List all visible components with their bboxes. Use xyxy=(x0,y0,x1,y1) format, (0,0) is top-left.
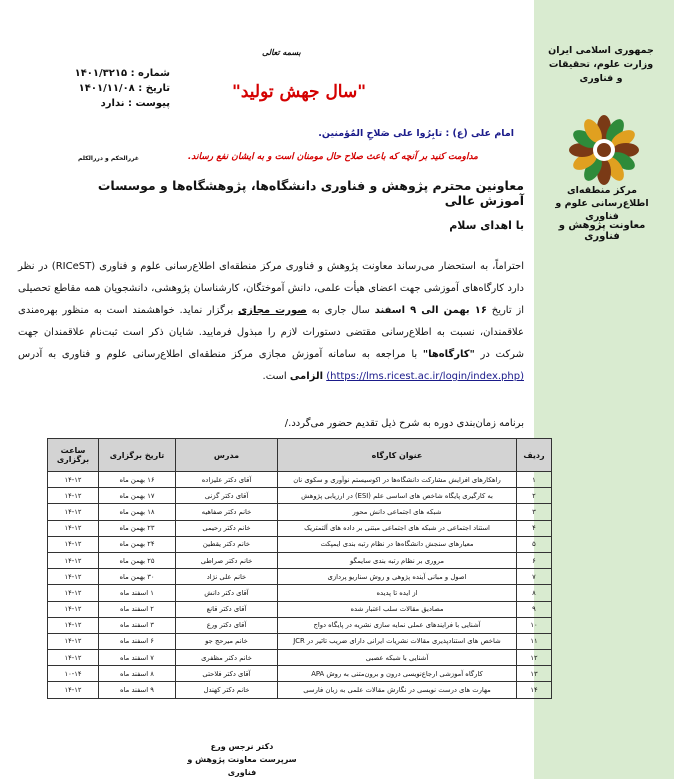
table-row xyxy=(48,569,552,585)
table-cell: ۱۸ بهمن ماه xyxy=(99,504,176,520)
bismillah: بسمه تعالی xyxy=(262,48,301,57)
ministry-name: وزارت علوم، تحقیقات و فناوری xyxy=(548,59,654,84)
table-cell: به کارگیری پایگاه شاخص های اساسی علم (ESI) در ارزیابی پژوهش xyxy=(278,488,517,504)
table-cell: ۲ xyxy=(517,488,552,504)
table-cell: خانم دکتر صفاهیه xyxy=(176,504,278,520)
table-cell: شاخص های استنادپذیری مقالات نشریات ایرانی دارای ضریب تاثیر در JCR xyxy=(278,633,517,649)
table-row xyxy=(48,682,552,698)
table-cell: ۱۴ xyxy=(517,682,552,698)
table-cell: آشنایی با شبکه عصبی xyxy=(278,650,517,666)
table-cell: خانم دکتر رحیمی xyxy=(176,520,278,536)
year-slogan: "سال جهش تولید" xyxy=(232,82,367,102)
table-cell: کارگاه آموزشی ارجاع‌نویسی درون و برون‌متنی به روش APA xyxy=(278,666,517,682)
table-cell: خانم دکتر کهندل xyxy=(176,682,278,698)
table-cell: ۲۳ بهمن ماه xyxy=(99,520,176,536)
table-cell: ۲۵ بهمن ماه xyxy=(99,552,176,568)
table-cell: ۲۴ بهمن ماه xyxy=(99,536,176,552)
table-cell: ۱۴-۱۲ xyxy=(48,633,99,649)
table-header-row xyxy=(48,439,552,472)
table-cell: ۹ xyxy=(517,601,552,617)
hadith-quote: امام علی (ع) : تابِرُوا علی صَلاحِ المُؤمنین. xyxy=(318,128,514,139)
table-cell: ۳ اسفند ماه xyxy=(99,617,176,633)
col-header-date: تاریخ برگزاری xyxy=(99,439,176,472)
table-cell: استناد اجتماعی در شبکه های اجتماعی مبتنی بر داده های آلتمتریک xyxy=(278,520,517,536)
table-cell: ۸ xyxy=(517,585,552,601)
table-cell: ۴ xyxy=(517,520,552,536)
table-cell: ۱ xyxy=(517,472,552,488)
table-cell: ۱۴-۱۲ xyxy=(48,488,99,504)
table-row xyxy=(48,633,552,649)
table-cell: ۵ xyxy=(517,536,552,552)
table-cell: ۱۲ xyxy=(517,650,552,666)
table-row xyxy=(48,520,552,536)
program-intro: برنامه زمان‌بندی دوره به شرح ذیل تقدیم حضور می‌گردد./ xyxy=(284,418,524,429)
table-cell: ۱۴-۱۲ xyxy=(48,682,99,698)
col-header-row: ردیف xyxy=(517,439,552,472)
letterhead-sidebar xyxy=(534,0,674,779)
table-cell: ۱۴-۱۲ xyxy=(48,617,99,633)
table-cell: ۱۳ xyxy=(517,666,552,682)
table-cell: ۹ اسفند ماه xyxy=(99,682,176,698)
ricest-logo-icon xyxy=(566,112,642,188)
table-cell: آشنایی با فرایندهای عملی نمایه سازی نشریه در پایگاه دواج xyxy=(278,617,517,633)
table-row xyxy=(48,601,552,617)
table-cell: ۸ اسفند ماه xyxy=(99,666,176,682)
table-cell: ۱۴-۱۲ xyxy=(48,520,99,536)
table-cell: مروری بر نظام رتبه بندی سایمگو xyxy=(278,552,517,568)
table-cell: آقای دکتر ورع xyxy=(176,617,278,633)
table-cell: ۶ اسفند ماه xyxy=(99,633,176,649)
signatory-title: سرپرست معاونت پژوهش و فناوری xyxy=(187,755,297,777)
country-name: جمهوری اسلامی ایران xyxy=(548,45,654,56)
lms-link[interactable]: (https://lms.ricest.ac.ir/login/index.php) xyxy=(326,371,524,382)
table-cell: ۱۱ xyxy=(517,633,552,649)
table-cell: ۳۰ بهمن ماه xyxy=(99,569,176,585)
table-row xyxy=(48,666,552,682)
table-cell: ۱۴-۱۲ xyxy=(48,585,99,601)
table-cell: ۱۷ بهمن ماه xyxy=(99,488,176,504)
signatory-name: دکتر نرجس ورع xyxy=(210,742,274,751)
letter-meta xyxy=(60,66,170,111)
table-row xyxy=(48,488,552,504)
table-cell: ۱۴-۱۲ xyxy=(48,552,99,568)
table-cell: آقای دکتر گزنی xyxy=(176,488,278,504)
table-cell: ۱۰ xyxy=(517,617,552,633)
table-row xyxy=(48,552,552,568)
table-cell: ۱۴-۱۲ xyxy=(48,650,99,666)
table-row xyxy=(48,617,552,633)
signature-block xyxy=(172,740,312,779)
table-cell: از ایده تا پدیده xyxy=(278,585,517,601)
table-cell: مصادیق مقالات سلب اعتبار شده xyxy=(278,601,517,617)
table-cell: خانم علی نژاد xyxy=(176,569,278,585)
table-cell: ۳ xyxy=(517,504,552,520)
table-row xyxy=(48,504,552,520)
table-cell: ۱۴-۱۲ xyxy=(48,472,99,488)
table-cell: ۱۴-۱۲ xyxy=(48,569,99,585)
letter-attachment: پیوست : ندارد xyxy=(100,98,170,109)
table-cell: ۱۴-۱۲ xyxy=(48,536,99,552)
table-cell: ۶ xyxy=(517,552,552,568)
table-cell: ۱ اسفند ماه xyxy=(99,585,176,601)
workshop-schedule-table xyxy=(47,438,552,699)
table-cell: ۱۶ بهمن ماه xyxy=(99,472,176,488)
table-row xyxy=(48,472,552,488)
table-cell: آقای دکتر علیزاده xyxy=(176,472,278,488)
greeting: با اهدای سلام xyxy=(449,219,524,232)
letter-number: شماره : ۱۴۰۱/۳۲۱۵ xyxy=(74,68,170,79)
table-row xyxy=(48,650,552,666)
table-cell: خانم دکتر مظفری xyxy=(176,650,278,666)
col-header-time: ساعت برگزاری xyxy=(48,439,99,472)
table-cell: مهارت های درست نویسی در نگارش مقالات علمی به زبان فارسی xyxy=(278,682,517,698)
hadith-translation: مداومت کنید بر آنچه که باعث صلاح حال مومنان است و به ایشان نفع رساند. xyxy=(187,152,478,162)
ministry-header xyxy=(546,44,656,86)
deputy-name: معاونت پژوهش و فناوری xyxy=(558,220,646,242)
recipient: معاونین محترم پژوهش و فناوری دانشگاه‌ها، پژوهشگاه‌ها و موسسات آموزش عالی xyxy=(97,178,524,208)
table-row xyxy=(48,536,552,552)
table-cell: ۷ xyxy=(517,569,552,585)
table-cell: ۱۴-۱۲ xyxy=(48,601,99,617)
table-cell: ۲ اسفند ماه xyxy=(99,601,176,617)
table-cell: راهکارهای افزایش مشارکت دانشگاه‌ها در اکوسیستم نوآوری و سکوی نان xyxy=(278,472,517,488)
table-cell: شبکه های اجتماعی دانش محور xyxy=(278,504,517,520)
col-header-instructor: مدرس xyxy=(176,439,278,472)
table-cell: ۱۴-۱۲ xyxy=(48,504,99,520)
table-cell: خانم میرحج جو xyxy=(176,633,278,649)
table-cell: آقای دکتر قانع xyxy=(176,601,278,617)
center-name: مرکز منطقه‌ای اطلاع‌رسانی علوم و فناوری xyxy=(555,185,649,222)
col-header-title: عنوان کارگاه xyxy=(278,439,517,472)
table-cell: خانم دکتر یقطین xyxy=(176,536,278,552)
hadith-source: غررالحکم و دررالکلم xyxy=(78,155,139,162)
table-cell: خانم دکتر صراطی xyxy=(176,552,278,568)
table-row xyxy=(48,585,552,601)
table-cell: معیارهای سنجش دانشگاه‌ها در نظام رتبه بندی ایمپکت xyxy=(278,536,517,552)
table-cell: آقای دکتر فلاحتی xyxy=(176,666,278,682)
table-cell: ۷ اسفند ماه xyxy=(99,650,176,666)
letter-body: احتراماً، به استحضار می‌رساند معاونت پژوهش و فناوری مرکز منطقه‌ای اطلاع‌رسانی علوم و فناوری (RICeST) در نظر دارد کارگاه‌های آموزشی جهت اعضای هیأت علمی، دانش آموختگان، کارشناسان پژوهشی، دانشجویان همه مقاطع تحصیلی از تاریخ ۱۶ بهمن الی ۹ اسفند سال جاری به صورت مجازی برگزار نماید. خواهشمند است به منظور بهره‌مندی علاقمندان، نسبت به اطلاع‌رسانی مقتضی دستورات لازم را مبذول فرمایید. شایان ذکر است ثبت‌نام علاقمندان جهت شرکت در "کارگاه‌ها" با مراجعه به سامانه آموزش مجازی مرکز منطقه‌ای اطلاع‌رسانی علوم و فناوری به آدرس (https://lms.ricest.ac.ir/login/index.php) الزامی است. xyxy=(18,261,525,382)
table-cell: آقای دکتر دانش xyxy=(176,585,278,601)
letter-date: تاریخ : ۱۴۰۱/۱۱/۰۸ xyxy=(78,83,170,94)
table-cell: اصول و مبانی آینده پژوهی و روش سناریو پردازی xyxy=(278,569,517,585)
table-cell: ۱۰-۱۴ xyxy=(48,666,99,682)
